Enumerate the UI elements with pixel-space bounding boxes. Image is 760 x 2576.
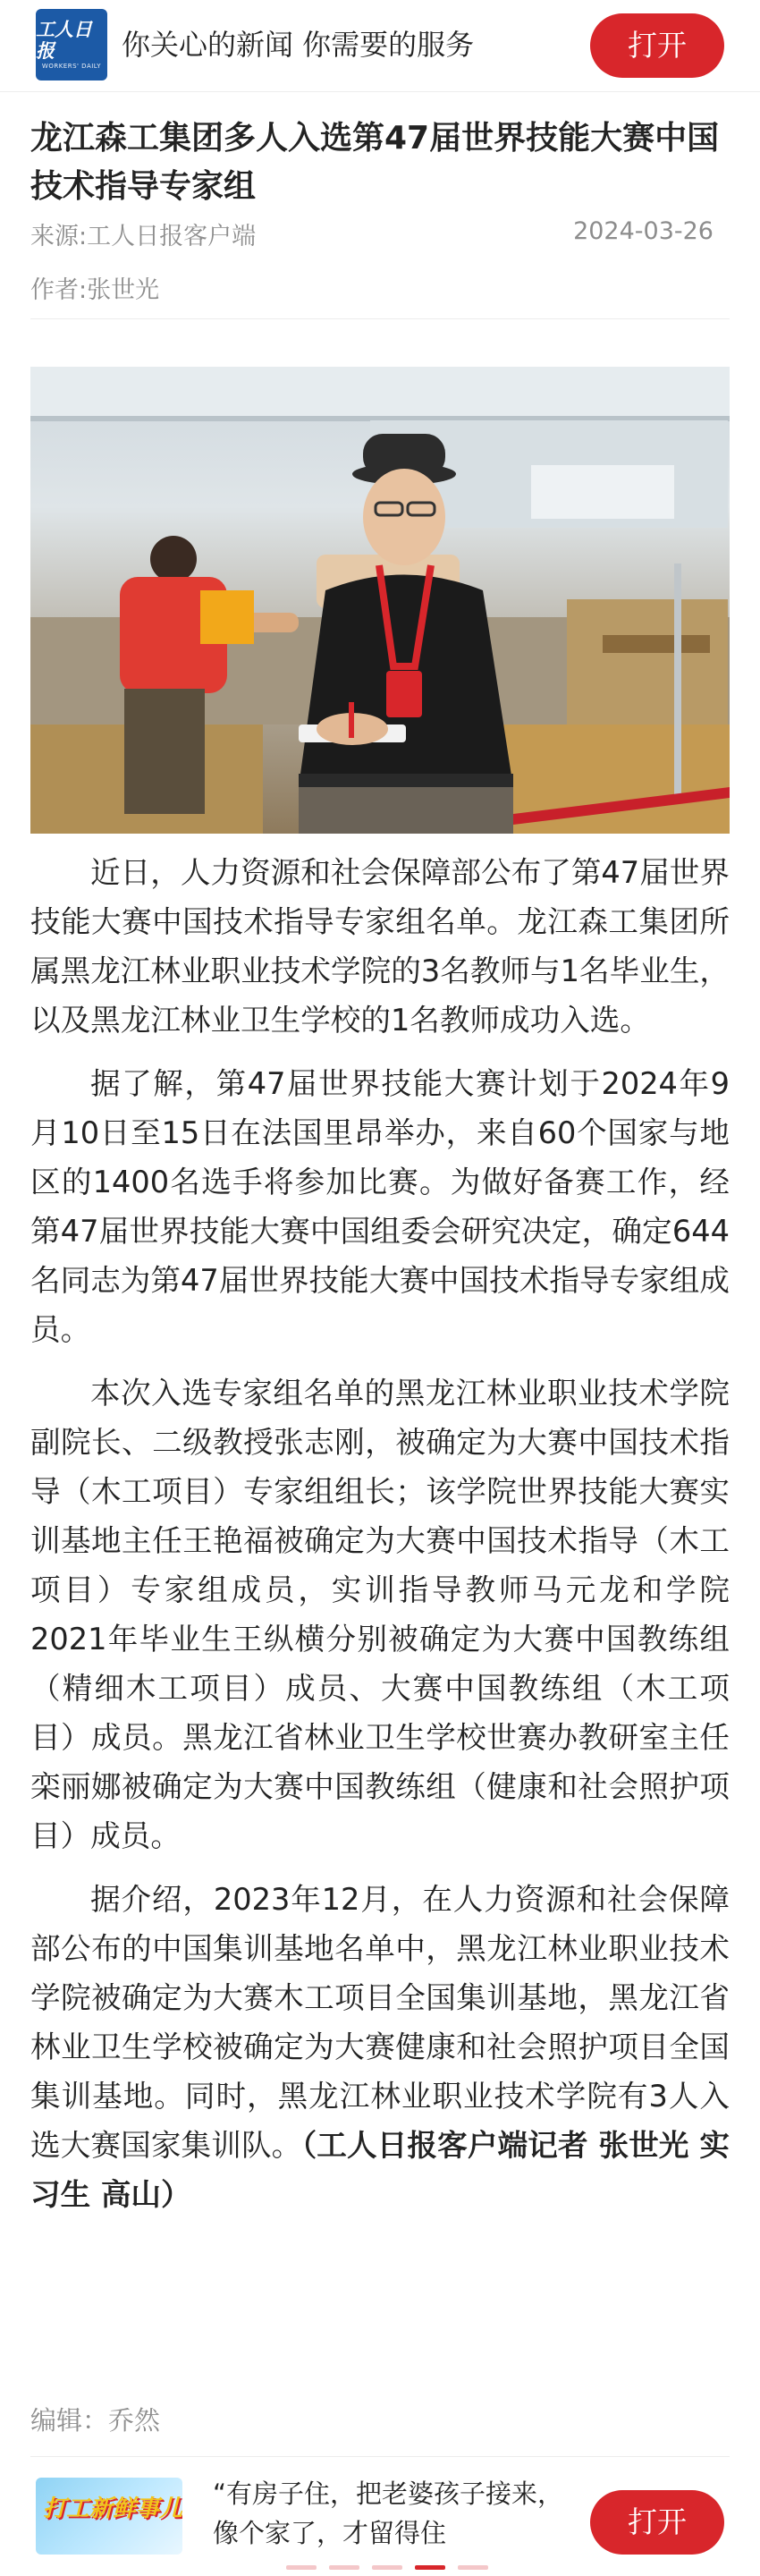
article-title: 龙江森工集团多人入选第47届世界技能大赛中国技术指导专家组 <box>30 120 720 205</box>
carousel-indicator <box>286 2565 488 2570</box>
article-editor: 编辑：乔然 <box>30 2405 161 2436</box>
article-paragraph: 本次入选专家组名单的黑龙江林业职业技术学院副院长、二级教授张志刚，被确定为大赛中国技术指导（木工项目）专家组组长；该学院世界技能大赛实训基地主任王艳福被确定为大赛中国技术指导（木工项目）专家组成员，实训指导教师马元龙和学院2021年毕业生王纵横分别被确定为大赛中国教练组（精细木工项目）成员、大赛中国教练组（木工项目）成员。黑龙江省林业卫生学校世赛办教研室主任栾丽娜被确定为大赛中国教练组（健康和社会照护项目）成员。 <box>30 1376 730 1853</box>
article-photo[interactable] <box>30 367 730 834</box>
reporter-credit: （工人日报客户端记者 张世光 实习生 高山） <box>30 2128 730 2212</box>
promo-thumbnail-text: 打工新鲜事儿 <box>43 2496 182 2522</box>
article-paragraph <box>30 1875 730 2219</box>
promo-headline[interactable]: “有房子住，把老婆孩子接来，像个家了，才留得住 <box>213 2479 564 2548</box>
header-divider <box>30 318 730 319</box>
article-author: 作者:张世光 <box>30 276 160 304</box>
article-paragraph: 近日，人力资源和社会保障部公布了第47届世界技能大赛中国技术指导专家组名单。龙江森工集团所属黑龙江林业职业技术学院的3名教师与1名毕业生，以及黑龙江林业卫生学校的1名教师成功入选。 <box>30 855 730 1038</box>
app-download-banner <box>0 0 760 92</box>
article-source: 来源:工人日报客户端 <box>30 223 257 250</box>
promo-open-button[interactable]: 打开 <box>590 2490 724 2555</box>
carousel-dot <box>286 2565 317 2570</box>
footer-divider <box>30 2456 730 2457</box>
carousel-dot <box>458 2565 488 2570</box>
carousel-dot <box>372 2565 402 2570</box>
open-app-button[interactable]: 打开 <box>590 13 724 78</box>
app-slogan: 你关心的新闻 你需要的服务 <box>122 28 475 62</box>
carousel-dot-active <box>415 2565 445 2570</box>
article-date: 2024-03-26 <box>573 217 714 245</box>
article-paragraph: 据了解，第47届世界技能大赛计划于2024年9月10日至15日在法国里昂举办，来自60个国家与地区的1400名选手将参加比赛。为做好备赛工作，经第47届世界技能大赛中国组委会研究决定，确定644名同志为第47届世界技能大赛中国技术指导专家组成员。 <box>30 1066 730 1347</box>
workers-daily-logo: 工人日报 WORKERS' DAILY <box>36 9 107 80</box>
promo-thumbnail[interactable] <box>36 2478 182 2555</box>
article-paragraph-text: 据介绍，2023年12月，在人力资源和社会保障部公布的中国集训基地名单中，黑龙江林业职业技术学院被确定为大赛木工项目全国集训基地，黑龙江省林业卫生学校被确定为大赛健康和社会照护项目全国集训基地。同时，黑龙江林业职业技术学院有3人入选大赛国家集训队。 <box>30 1882 730 2163</box>
photo-illustration <box>30 367 730 834</box>
article-body <box>30 848 730 2233</box>
carousel-dot <box>329 2565 359 2570</box>
promo-bar[interactable] <box>0 2469 760 2576</box>
